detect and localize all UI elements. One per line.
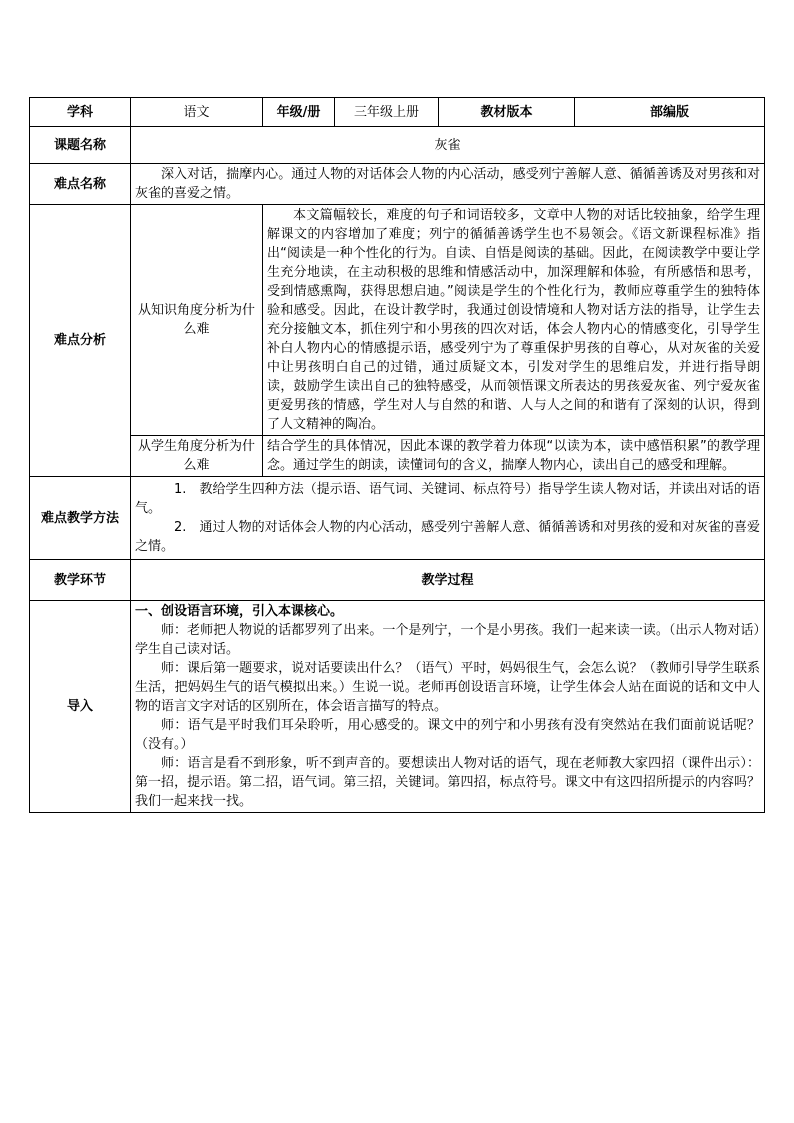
knowledge-label: 从知识角度分析为什么难: [131, 205, 263, 436]
header-row: [30, 98, 765, 127]
methods-cell: [131, 477, 765, 560]
intro-label: 导入: [30, 601, 131, 813]
intro-paragraph: 师：课后第一题要求，说对话要读出什么？（语气）平时，妈妈很生气，会怎么说？（教师引导学生联系生活，把妈妈生气的语气模拟出来。）生说一说。老师再创设语言环境，让学生体会人站在面说的话和文中人物的语言文字对话的区别所在，体会语言描写的特点。: [135, 661, 760, 714]
intro-heading: 一、创设语言环境，引入本课核心。: [135, 604, 344, 619]
process-header-row: [30, 560, 765, 601]
analysis-student-row: [30, 436, 765, 477]
difficulty-label: 难点名称: [30, 164, 131, 205]
method-item: 2. 通过人物的对话体会人物的内心活动，感受列宁善解人意、循循善诱和对男孩的爱和对灰雀的喜爱之情。: [135, 520, 760, 554]
intro-paragraph: 师：语气是平时我们耳朵聆听，用心感受的。课文中的列宁和小男孩有没有突然站在我们面前说话呢？（没有。）: [135, 718, 760, 752]
intro-row: [30, 601, 765, 813]
knowledge-cell: [263, 205, 765, 436]
student-label: 从学生角度分析为什么难: [131, 436, 263, 477]
difficulty-row: [30, 164, 765, 205]
student-text: 结合学生的具体情况，因此本课的教学着力体现“以读为本，读中感悟积累”的教学理念。通过学生的朗读，读懂词句的含义，揣摩人物内心，读出自己的感受和理解。: [267, 439, 760, 473]
methods-label: 难点教学方法: [30, 477, 131, 560]
subject-label: 学科: [30, 98, 131, 127]
edition-value: 部编版: [575, 98, 765, 127]
analysis-knowledge-row: [30, 205, 765, 436]
lesson-row: [30, 127, 765, 164]
stage-label: 教学环节: [30, 560, 131, 601]
method-item: 1. 教给学生四种方法（提示语、语气词、关键词、标点符号）指导学生读人物对话，并读出对话的语气。: [135, 482, 760, 516]
lesson-plan-table: [29, 97, 765, 813]
difficulty-cell: [131, 164, 765, 205]
difficulty-text: 深入对话，揣摩内心。通过人物的对话体会人物的内心活动，感受列宁善解人意、循循善诱及对男孩和对灰雀的喜爱之情。: [135, 167, 760, 201]
student-cell: [263, 436, 765, 477]
lesson-label: 课题名称: [30, 127, 131, 164]
analysis-label: 难点分析: [30, 205, 131, 477]
intro-cell: [131, 601, 765, 813]
intro-paragraph: 师：老师把人物说的话都罗列了出来。一个是列宁，一个是小男孩。我们一起来读一读。（出示人物对话）学生自己读对话。: [135, 623, 760, 657]
knowledge-text: 本文篇幅较长，难度的句子和词语较多，文章中人物的对话比较抽象，给学生理解课文的内容增加了难度；列宁的循循善诱学生也不易领会。《语文新课程标准》指出“阅读是一种个性化的行为。自读、自悟是阅读的基础。因此，在阅读教学中要让学生充分地读，在主动积极的思维和情感活动中，加深理解和体验，有所感悟和思考，受到情感熏陶，获得思想启迪。”阅读是学生的个性化行为，教师应尊重学生的独特体验和感受。因此，在设计教学时，我通过创设情境和人物对话方法的指导，让学生去充分接触文本，抓住列宁和小男孩的四次对话，体会人物内心的情感变化，引导学生补白人物内心的情感提示语，感受列宁为了尊重保护男孩的自尊心，从对灰雀的关爱中让男孩明白自己的过错，通过质疑文本，引发对学生的思维启发，并进行指导朗读，鼓励学生读出自己的独特感受，从而领悟课文所表达的男孩爱灰雀、列宁爱灰雀更爱男孩的情感，学生对人与自然的和谐、人与人之间的和谐有了深刻的认识，得到了人文精神的陶冶。: [267, 208, 760, 432]
methods-row: [30, 477, 765, 560]
edition-label: 教材版本: [439, 98, 575, 127]
process-label: 教学过程: [131, 560, 765, 601]
intro-paragraph: 师：语言是看不到形象，听不到声音的。要想读出人物对话的语气，现在老师教大家四招（课件出示）：第一招，提示语。第二招，语气词。第三招，关键词。第四招，标点符号。课文中有这四招所提示的内容吗？我们一起来找一找。: [135, 756, 760, 809]
grade-label: 年级/册: [263, 98, 335, 127]
subject-value: 语文: [131, 98, 263, 127]
lesson-title: 灰雀: [131, 127, 765, 164]
grade-value: 三年级上册: [335, 98, 439, 127]
